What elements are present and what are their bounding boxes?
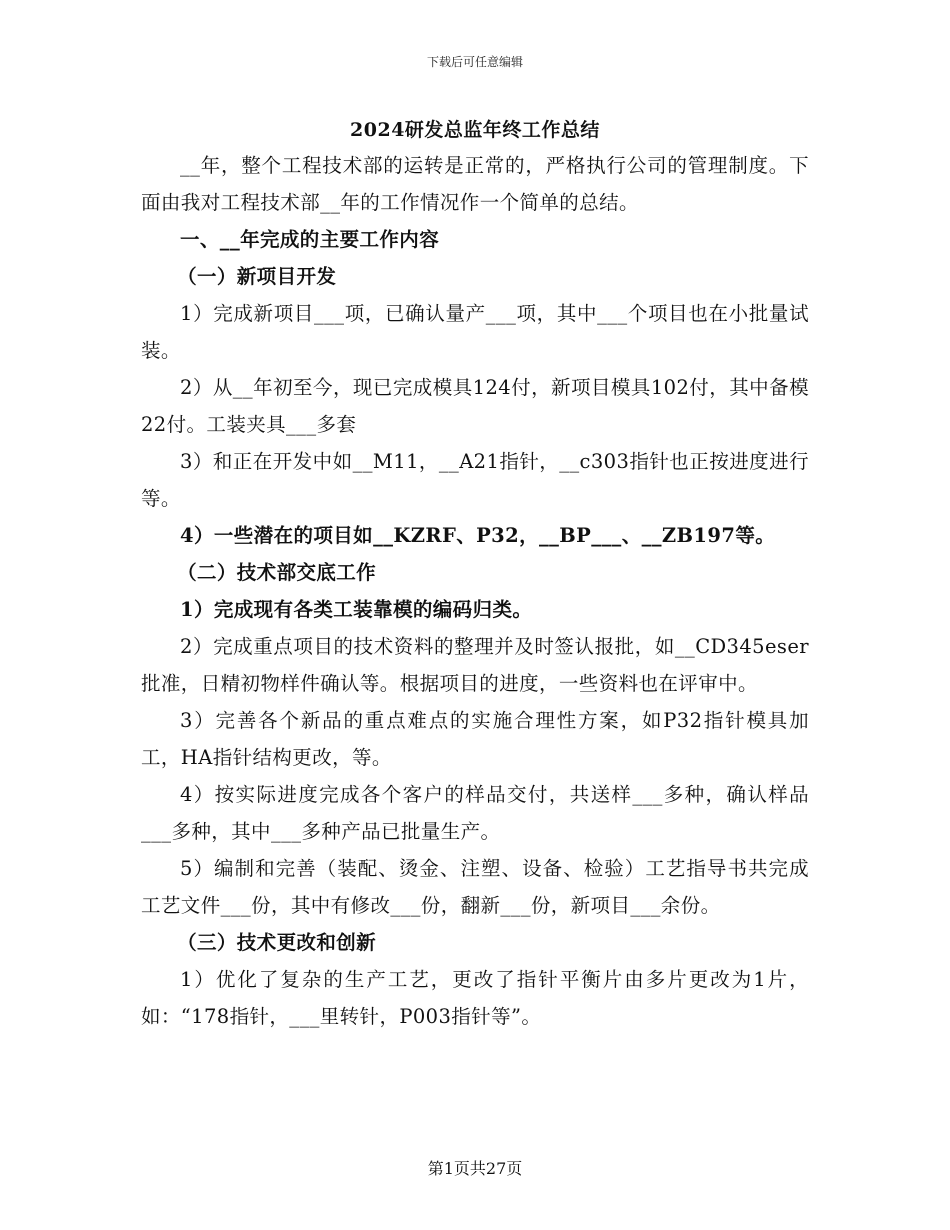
heading-new-projects: （一）新项目开发: [177, 265, 337, 288]
document-body: [141, 147, 809, 1035]
paragraph-intro: __年，整个工程技术部的运转是正常的，严格执行公司的管理制度。下面由我对工程技术部__年的工作情况作一个简单的总结。: [141, 154, 809, 214]
paragraph-item-bold: 1）完成现有各类工装靠模的编码归类。: [180, 598, 533, 621]
document-title: 2024研发总监年终工作总结: [350, 119, 600, 141]
paragraph-item: 3）和正在开发中如__M11，__A21指针，__c303指针也正按进度进行等。: [141, 450, 809, 510]
page-footer: 第1页共27页: [427, 1159, 523, 1178]
paragraph-item-bold: 4）一些潜在的项目如__KZRF、P32，__BP___、__ZB197等。: [180, 524, 776, 547]
paragraph-item: 2）完成重点项目的技术资料的整理并及时签认报批，如__CD345eser批准，日精初物样件确认等。根据项目的进度，一些资料也在评审中。: [141, 635, 809, 695]
paragraph-item: 3）完善各个新品的重点难点的实施合理性方案，如P32指针模具加工，HA指针结构更改，等。: [141, 709, 809, 769]
heading-tech-handover: （二）技术部交底工作: [177, 561, 377, 584]
heading-section-1: 一、__年完成的主要工作内容: [180, 228, 440, 251]
paragraph-item: 1）优化了复杂的生产工艺，更改了指针平衡片由多片更改为1片，如：“178指针，___里转针，P003指针等”。: [141, 968, 809, 1028]
paragraph-item: 5）编制和完善（装配、烫金、注塑、设备、检验）工艺指导书共完成工艺文件___份，其中有修改___份，翻新___份，新项目___余份。: [141, 857, 809, 917]
header-note: 下载后可任意编辑: [426, 55, 523, 69]
paragraph-item: 4）按实际进度完成各个客户的样品交付，共送样___多种，确认样品___多种，其中___多种产品已批量生产。: [141, 783, 809, 843]
paragraph-item: 2）从__年初至今，现已完成模具124付，新项目模具102付，其中备模22付。工装夹具___多套: [141, 376, 809, 436]
heading-tech-changes: （三）技术更改和创新: [177, 931, 377, 954]
paragraph-item: 1）完成新项目___项，已确认量产___项，其中___个项目也在小批量试装。: [141, 302, 809, 362]
